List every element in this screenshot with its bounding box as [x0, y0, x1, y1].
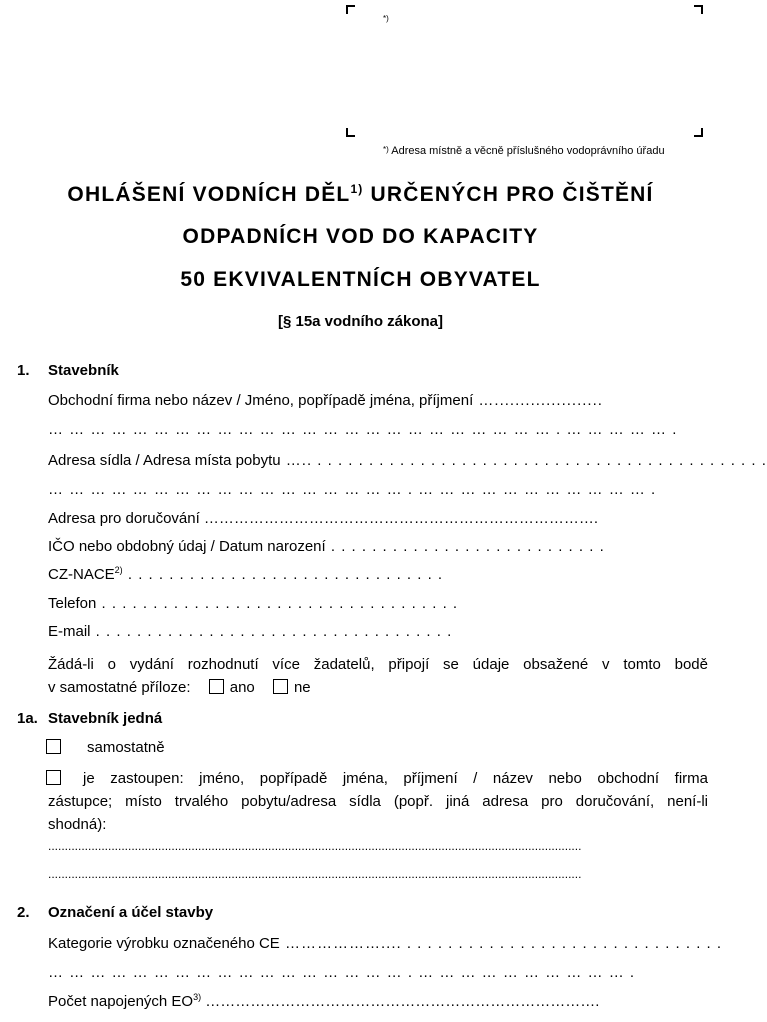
- address-corner-bottom-left: [346, 128, 355, 137]
- attachment-no-label: ne: [293, 679, 311, 696]
- nace-field[interactable]: CZ-NACE$^{2)}$ . . . . . . . . . . . . . . . . . . . . . . . . . . . . . . .: [48, 565, 444, 583]
- phone-field[interactable]: Telefon . . . . . . . . . . . . . . . . . . . . . . . . . . . . . . . . . . .: [48, 595, 459, 612]
- acts-independently-option: samostatně: [46, 739, 165, 756]
- delivery-address-field[interactable]: Adresa pro doručování …………………………………………………………………….: [48, 510, 599, 527]
- section-1-heading: Stavebník: [48, 362, 119, 379]
- form-title-line-2: ODPADNÍCH VOD DO KAPACITY: [182, 225, 539, 248]
- represented-text-line-2: zástupce; místo trvalého pobytu/adresa sídla (popř. jiná adresa pro doručování, není-li: [48, 793, 708, 810]
- applicant-address-field-continued[interactable]: … … … … … … … … … … … … … … … … … . … … … … … … … … … … … .: [48, 481, 657, 498]
- connected-eo-field[interactable]: Počet napojených EO$^{3)}$ …………………………………………………………………….: [48, 992, 600, 1010]
- email-field[interactable]: E-mail . . . . . . . . . . . . . . . . . . . . . . . . . . . . . . . . . . .: [48, 623, 453, 640]
- form-title-line-3: 50 EKVIVALENTNÍCH OBYVATEL: [180, 268, 541, 291]
- section-2-number: 2.: [17, 904, 30, 921]
- attachment-yes-checkbox[interactable]: [209, 679, 224, 694]
- section-1a-heading: Stavebník jedná: [48, 710, 163, 727]
- separate-attachment-choice: v samostatné příloze: ano ne: [48, 679, 311, 696]
- applicant-name-field-continued[interactable]: … … … … … … … … … … … … … … … … … … … … … … … … . … … … … … .: [48, 421, 678, 438]
- address-note: *) Adresa místně a věcně příslušného vodoprávního úřadu: [383, 145, 665, 157]
- ico-field[interactable]: IČO nebo obdobný údaj / Datum narození . . . . . . . . . . . . . . . . . . . . . . . . . . .: [48, 538, 605, 555]
- ce-category-field[interactable]: Kategorie výrobku označeného CE ……………….... . . . . . . . . . . . . . . . . . . . . . . . . . . . . . . .: [48, 935, 723, 952]
- form-title-line-1: OHLÁŠENÍ VODNÍCH DĚL$^{1)}$ URČENÝCH PRO ČIŠTĚNÍ: [67, 182, 654, 206]
- section-1a-number: 1a.: [17, 710, 38, 727]
- ce-category-field-continued[interactable]: … … … … … … … … … … … … … … … … … . … … … … … … … … … … .: [48, 964, 636, 981]
- applicant-name-field[interactable]: Obchodní firma nebo název / Jméno, popřípadě jména, příjmení ….....................: [48, 392, 603, 409]
- represented-checkbox[interactable]: [46, 770, 61, 785]
- applicant-address-field[interactable]: Adresa sídla / Adresa místa pobytu ….. . . . . . . . . . . . . . . . . . . . . . . . . . . . . . . . . . . . . . . . . . . . .: [48, 452, 767, 469]
- acts-independently-checkbox[interactable]: [46, 739, 61, 754]
- address-corner-bottom-right: [694, 128, 703, 137]
- section-1-number: 1.: [17, 362, 30, 379]
- represented-text-line-3: shodná):: [48, 816, 107, 833]
- section-2-heading: Označení a účel stavby: [48, 904, 214, 921]
- attachment-yes-label: ano: [229, 679, 255, 696]
- represented-option: je zastoupen: jméno, popřípadě jména, příjmení / název nebo obchodní firma: [46, 770, 708, 787]
- representative-field-line-1[interactable]: ................................................................................................................................................................: [48, 839, 582, 853]
- attachment-no-checkbox[interactable]: [273, 679, 288, 694]
- address-corner-top-left: [346, 5, 355, 14]
- representative-field-line-2[interactable]: ................................................................................................................................................................: [48, 867, 582, 881]
- form-subtitle: [§ 15a vodního zákona]: [277, 313, 444, 330]
- address-corner-top-right: [694, 5, 703, 14]
- address-asterisk: *): [383, 14, 389, 23]
- multiple-applicants-text: Žádá-li o vydání rozhodnutí více žadatelů, připojí se údaje obsažené v tomto bodě: [48, 656, 708, 673]
